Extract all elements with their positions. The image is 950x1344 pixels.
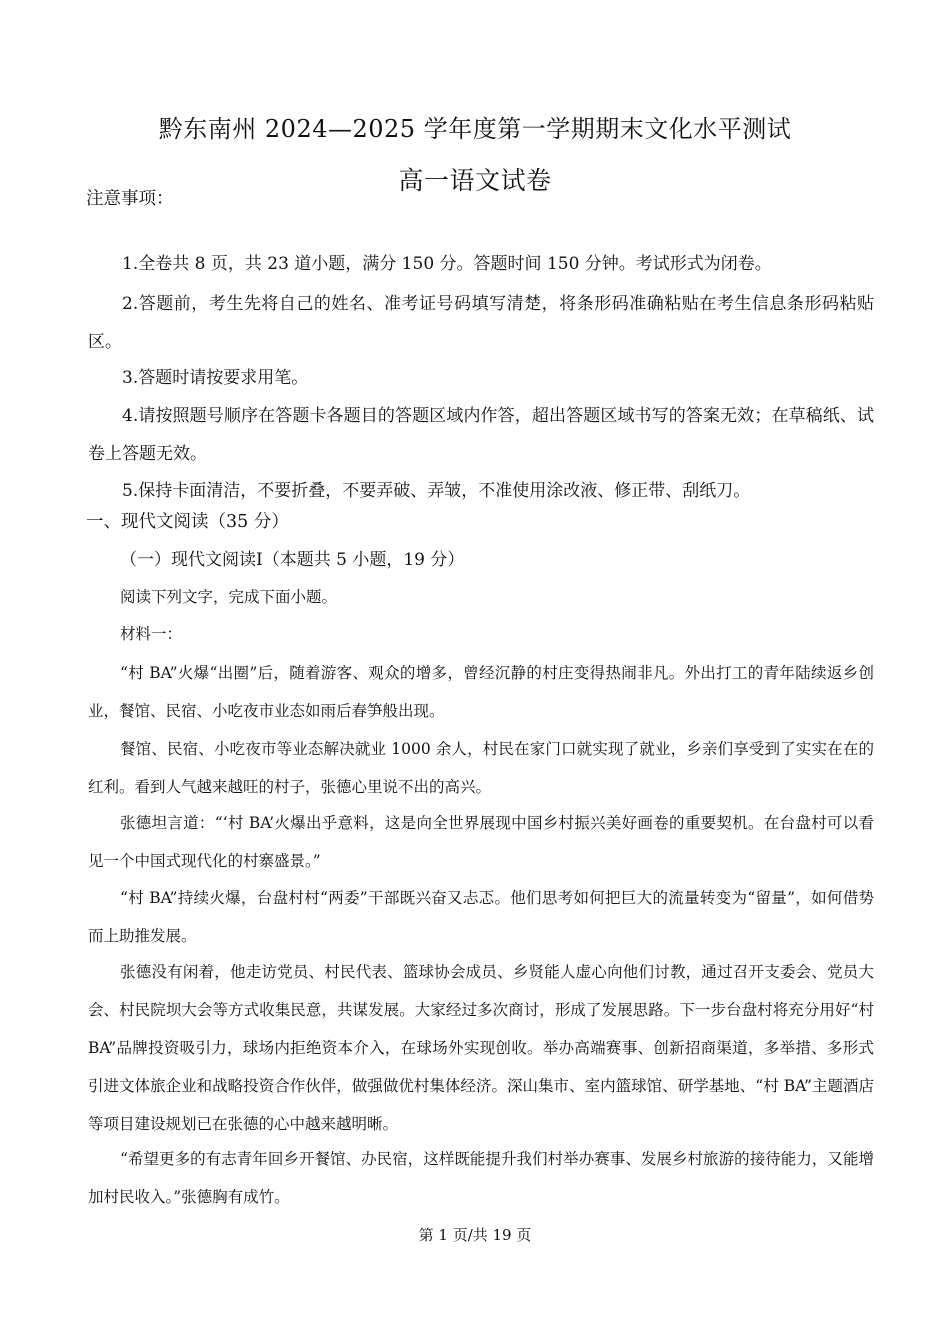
subsection-heading: （一）现代文阅读Ⅰ（本题共 5 小题，19 分） [120, 550, 465, 570]
notice-item-5: 5.保持卡面清洁，不要折叠，不要弄破、弄皱，不准使用涂改液、修正带、刮纸刀。 [122, 481, 751, 501]
material-paragraph-2: 餐馆、民宿、小吃夜市等业态解决就业 1000 余人，村民在家门口就实现了就业，乡亲们享受到了实实在在的红利。看到人气越来越旺的村子，张德心里说不出的高兴。 [88, 740, 874, 796]
notice-item-2: 2.答题前，考生先将自己的姓名、准考证号码填写清楚，将条形码准确粘贴在考生信息条形码粘贴区。 [88, 294, 874, 352]
notice-item-3: 3.答题时请按要求用笔。 [122, 368, 309, 388]
reading-instruction: 阅读下列文字，完成下面小题。 [120, 588, 338, 606]
notice-item-4: 4.请按照题号顺序在答题卡各题目的答题区域内作答，超出答题区域书写的答案无效；在草稿纸、试卷上答题无效。 [88, 406, 874, 464]
material-paragraph-5: 张德没有闲着，他走访党员、村民代表、篮球协会成员、乡贤能人虚心向他们讨教，通过召开支委会、党员大会、村民院坝大会等方式收集民意，共谋发展。大家经过多次商讨，形成了发展思路。下一步台盘村将充分用好“村 BA”品牌投资吸引力，球场内拒绝资本介入，在球场外实现创收。举办高端赛事、创新招商渠道，多举措、多形式引进文体旅企业和战略投资合作伙伴，做强做优村集体经济。深山集市、室内篮球馆、研学基地、“村 BA”主题酒店等项目建设规划已在张德的心中越来越明晰。 [88, 963, 874, 1133]
material-label: 材料一： [120, 625, 183, 643]
material-paragraph-3: 张德坦言道：“‘村 BA’火爆出乎意料，这是向全世界展现中国乡村振兴美好画卷的重要契机。在台盘村可以看见一个中国式现代化的村寨盛景。” [88, 814, 874, 870]
material-paragraph-6: “希望更多的有志青年回乡开餐馆、办民宿，这样既能提升我们村举办赛事、发展乡村旅游的接待能力，又能增加村民收入。”张德胸有成竹。 [88, 1150, 874, 1206]
section-heading: 一、现代文阅读（35 分） [86, 512, 289, 532]
exam-subtitle: 高一语文试卷 [398, 166, 552, 195]
material-paragraph-1: “村 BA”火爆“出圈”后，随着游客、观众的增多，曾经沉静的村庄变得热闹非凡。外出打工的青年陆续返乡创业，餐馆、民宿、小吃夜市业态如雨后春笋般出现。 [88, 664, 874, 720]
exam-title: 黔东南州 2024—2025 学年度第一学期期末文化水平测试 [158, 115, 792, 143]
notice-item-1: 1.全卷共 8 页，共 23 道小题，满分 150 分。答题时间 150 分钟。考试形式为闭卷。 [122, 254, 772, 274]
notice-heading: 注意事项： [86, 189, 174, 209]
page-number: 第 1 页/共 19 页 [418, 1226, 532, 1244]
material-paragraph-4: “村 BA”持续火爆，台盘村村“两委”干部既兴奋又忐忑。他们思考如何把巨大的流量转变为“留量”，如何借势而上助推发展。 [88, 889, 874, 945]
